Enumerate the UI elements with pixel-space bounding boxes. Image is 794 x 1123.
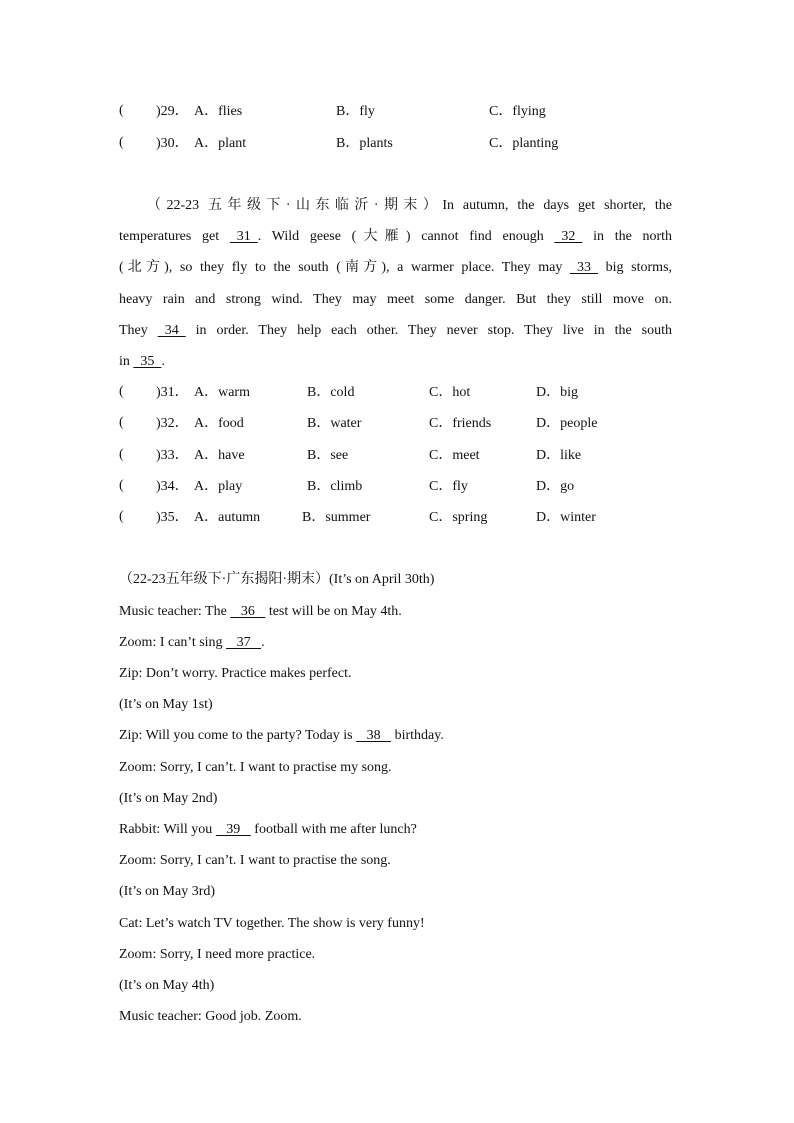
- dialogue-line: Music teacher: Good job. Zoom.: [119, 1009, 302, 1024]
- dialogue-date: (It’s on May 1st): [119, 697, 213, 712]
- answer-paren: (: [119, 478, 124, 493]
- dialogue-line: Music teacher: The 36 test will be on May 4th.: [119, 604, 402, 619]
- option-a: A．flies: [194, 104, 243, 119]
- option-a: A．have: [194, 448, 245, 463]
- option-c: C．spring: [429, 510, 488, 525]
- option-d: D．people: [536, 416, 598, 431]
- answer-paren: (: [119, 447, 124, 462]
- dialogue-line: Zoom: Sorry, I can’t. I want to practise my song.: [119, 760, 392, 775]
- passage-line-3: (北方), so they fly to the south (南方), a warmer place. They may 33 big storms,: [119, 260, 673, 275]
- answer-paren: (: [119, 103, 124, 118]
- dialogue-line: Rabbit: Will you 39 football with me after lunch?: [119, 822, 417, 837]
- option-b: B．water: [307, 416, 362, 431]
- option-c: C．friends: [429, 416, 492, 431]
- option-c: C．flying: [489, 104, 546, 119]
- dialogue-line: Zoom: Sorry, I need more practice.: [119, 947, 316, 962]
- blank-36[interactable]: 36: [230, 604, 266, 619]
- option-b: B．plants: [336, 136, 393, 151]
- passage-line-6: in 35 .: [119, 354, 165, 369]
- dialogue-line: Zip: Don’t worry. Practice makes perfect.: [119, 666, 352, 681]
- answer-paren: (: [119, 384, 124, 399]
- option-a: A．warm: [194, 385, 250, 400]
- question-number: )35．: [156, 510, 189, 525]
- option-c: C．planting: [489, 136, 559, 151]
- option-d: D．big: [536, 385, 578, 400]
- option-a: A．play: [194, 479, 243, 494]
- option-d: D．go: [536, 479, 575, 494]
- option-a: A．food: [194, 416, 244, 431]
- answer-paren: (: [119, 509, 124, 524]
- option-b: B．see: [307, 448, 349, 463]
- blank-33[interactable]: 33: [569, 260, 598, 275]
- dialogue-line: Cat: Let’s watch TV together. The show is very funny!: [119, 916, 425, 931]
- question-number: )31．: [156, 385, 189, 400]
- passage-line-5: They 34 in order. They help each other. They never stop. They live in the south: [119, 323, 672, 338]
- blank-32[interactable]: 32: [554, 229, 583, 244]
- option-a: A．autumn: [194, 510, 261, 525]
- blank-37[interactable]: 37: [226, 635, 262, 650]
- option-d: D．like: [536, 448, 582, 463]
- dialogue-line: Zip: Will you come to the party? Today is 38 birthday.: [119, 728, 444, 743]
- option-c: C．fly: [429, 479, 468, 494]
- passage-line-1: （22-23 五年级下·山东临沂·期末）In autumn, the days get shorter, the: [147, 198, 672, 213]
- dialogue-line: Zoom: I can’t sing 37 .: [119, 635, 265, 650]
- blank-35[interactable]: 35: [133, 354, 162, 369]
- passage-line-2: temperatures get 31 . Wild geese (大雁) cannot find enough 32 in the north: [119, 229, 673, 244]
- dialogue-date: (It’s on May 3rd): [119, 884, 216, 899]
- answer-paren: (: [119, 415, 124, 430]
- question-number: )32．: [156, 416, 189, 431]
- option-b: B．summer: [302, 510, 371, 525]
- dialogue-date: (It’s on May 2nd): [119, 791, 218, 806]
- dialogue-line: Zoom: Sorry, I can’t. I want to practise the song.: [119, 853, 391, 868]
- question-number: )33．: [156, 448, 189, 463]
- question-number: )34．: [156, 479, 189, 494]
- source-tag: （22-23五年级下·广东揭阳·期末）: [119, 572, 329, 587]
- option-c: C．meet: [429, 448, 480, 463]
- option-b: B．fly: [336, 104, 375, 119]
- blank-38[interactable]: 38: [356, 728, 392, 743]
- blank-31[interactable]: 31: [229, 229, 258, 244]
- source-tag: （22-23 五年级下·山东临沂·期末）: [147, 198, 443, 213]
- question-number: )29．: [156, 104, 189, 119]
- question-number: )30．: [156, 136, 189, 151]
- dialogue-header: （22-23五年级下·广东揭阳·期末）(It’s on April 30th): [119, 572, 435, 587]
- option-c: C．hot: [429, 385, 471, 400]
- option-a: A．plant: [194, 136, 247, 151]
- blank-39[interactable]: 39: [215, 822, 251, 837]
- option-b: B．cold: [307, 385, 355, 400]
- option-d: D．winter: [536, 510, 596, 525]
- passage-line-4: heavy rain and strong wind. They may meet some danger. But they still move on.: [119, 292, 672, 307]
- answer-paren: (: [119, 135, 124, 150]
- option-b: B．climb: [307, 479, 363, 494]
- blank-34[interactable]: 34: [157, 323, 186, 338]
- dialogue-date: (It’s on May 4th): [119, 978, 215, 993]
